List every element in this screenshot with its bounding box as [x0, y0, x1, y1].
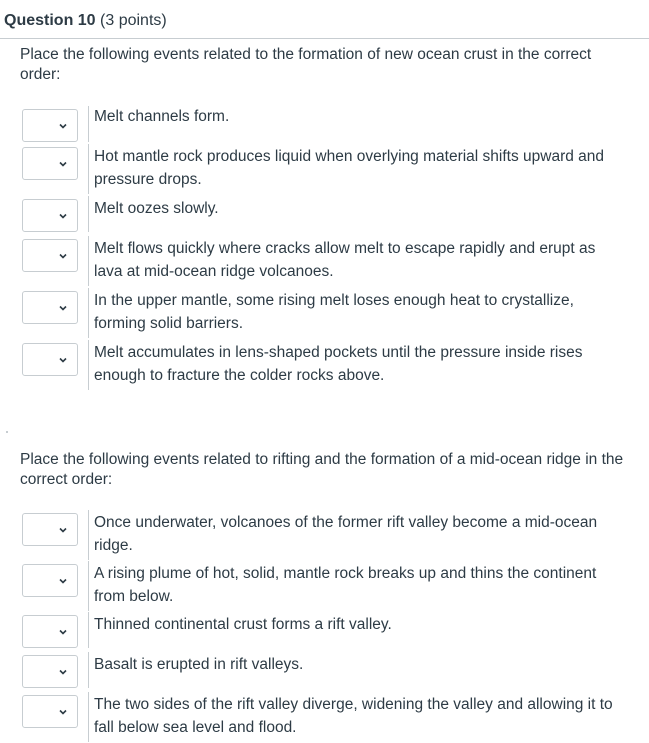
part2-row-1 — [22, 510, 642, 560]
header-divider — [0, 38, 649, 39]
item-text: Melt flows quickly where cracks allow melt to escape rapidly and erupt as lava at mid-ocean ridge volcanoes. — [94, 240, 596, 280]
chevron-down-icon — [58, 667, 68, 677]
item-divider — [88, 510, 89, 560]
item-divider — [88, 144, 89, 194]
item-text: Basalt is erupted in rift valleys. — [94, 656, 304, 673]
item-divider — [88, 236, 89, 286]
item-divider — [88, 196, 89, 232]
chevron-down-icon — [58, 525, 68, 535]
part1-prompt: Place the following events related to the formation of new ocean crust in the correct order: — [20, 46, 592, 83]
item-text: In the upper mantle, some rising melt loses enough heat to crystallize, forming solid barriers. — [94, 292, 574, 332]
item-text: Melt accumulates in lens-shaped pockets until the pressure inside rises enough to fracture the colder rocks above. — [94, 344, 583, 384]
order-select[interactable] — [22, 199, 78, 232]
item-text: The two sides of the rift valley diverge, widening the valley and allowing it to fall below sea level and flood. — [94, 696, 613, 736]
order-select[interactable] — [22, 695, 78, 728]
part2-row-3 — [22, 612, 642, 650]
item-text: Hot mantle rock produces liquid when overlying material shifts upward and pressure drops. — [94, 148, 605, 188]
item-divider — [88, 652, 89, 688]
part1-row-5 — [22, 288, 642, 338]
order-select[interactable] — [22, 564, 78, 597]
chevron-down-icon — [58, 251, 68, 261]
part1-row-1 — [22, 104, 642, 142]
chevron-down-icon — [58, 211, 68, 221]
part2-row-4 — [22, 652, 642, 690]
order-select[interactable] — [22, 343, 78, 376]
chevron-down-icon — [58, 627, 68, 637]
item-divider — [88, 692, 89, 742]
part2-row-2 — [22, 561, 642, 611]
item-text: Melt oozes slowly. — [94, 200, 219, 217]
item-text: Thinned continental crust forms a rift valley. — [94, 616, 392, 633]
question-header — [4, 11, 167, 31]
item-divider — [88, 612, 89, 648]
item-text: A rising plume of hot, solid, mantle rock breaks up and thins the continent from below. — [94, 565, 597, 605]
item-divider — [88, 288, 89, 338]
chevron-down-icon — [58, 576, 68, 586]
order-select[interactable] — [22, 109, 78, 142]
chevron-down-icon — [58, 121, 68, 131]
item-divider — [88, 340, 89, 390]
part2-prompt: Place the following events related to rifting and the formation of a mid-ocean ridge in the correct order: — [20, 451, 624, 488]
part1-row-3 — [22, 196, 642, 234]
item-text: Once underwater, volcanoes of the former rift valley become a mid-ocean ridge. — [94, 514, 598, 554]
order-select[interactable] — [22, 513, 78, 546]
order-select[interactable] — [22, 291, 78, 324]
order-select[interactable] — [22, 615, 78, 648]
item-divider — [88, 106, 89, 142]
question-title: Question 10 — [4, 12, 96, 29]
part1-row-6 — [22, 340, 642, 390]
item-text: Melt channels form. — [94, 108, 230, 125]
part2-row-5 — [22, 692, 642, 742]
item-divider — [88, 561, 89, 611]
order-select[interactable] — [22, 655, 78, 688]
order-select[interactable] — [22, 147, 78, 180]
part1-row-4 — [22, 236, 642, 286]
chevron-down-icon — [58, 707, 68, 717]
question-points: (3 points) — [100, 12, 167, 29]
order-select[interactable] — [22, 239, 78, 272]
separator-dot — [6, 431, 8, 433]
chevron-down-icon — [58, 355, 68, 365]
part1-row-2 — [22, 144, 642, 194]
chevron-down-icon — [58, 159, 68, 169]
chevron-down-icon — [58, 303, 68, 313]
